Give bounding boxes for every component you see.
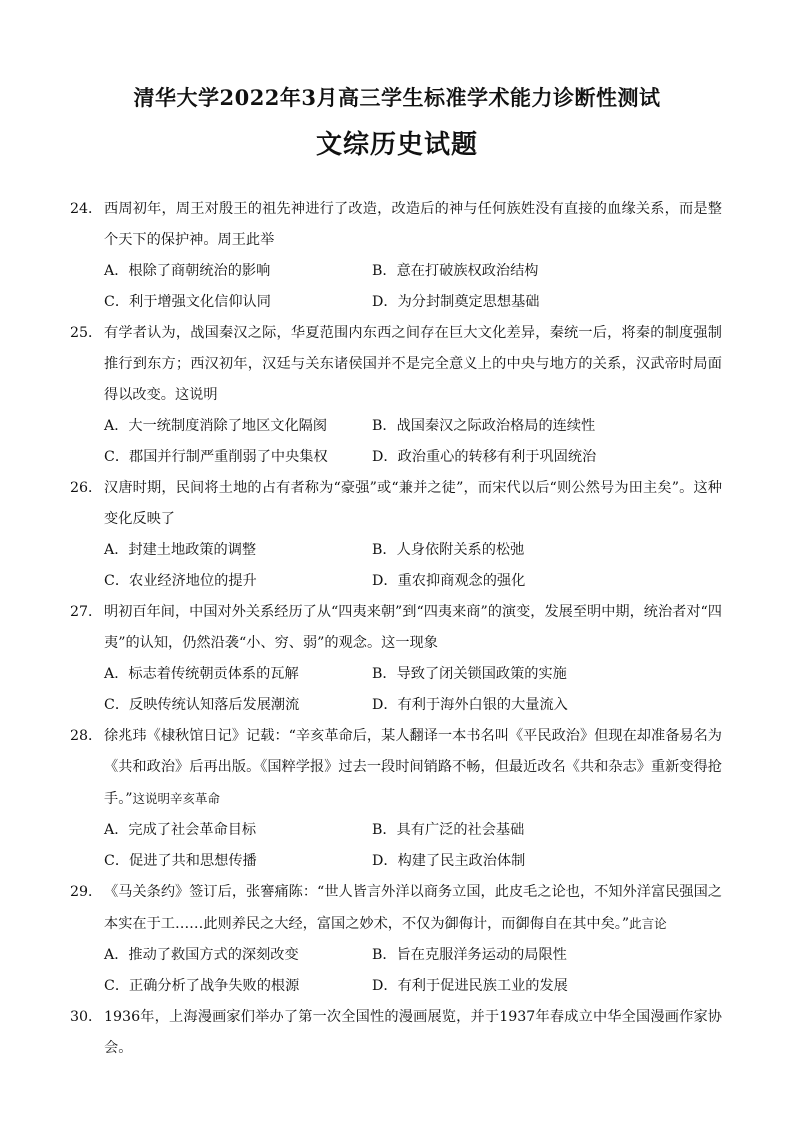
option-grid (70, 256, 722, 318)
option-grid (70, 535, 722, 597)
question-number: 28． (70, 728, 103, 744)
option-b: B．具有广泛的社会基础 (372, 822, 525, 838)
option-c: C．促进了共和思想传播 (104, 853, 257, 869)
question-25 (70, 318, 722, 473)
option-b: B．战国秦汉之际政治格局的连续性 (372, 418, 596, 434)
question-stem (70, 318, 722, 411)
option-grid (70, 940, 722, 1002)
question-27 (70, 597, 722, 721)
option-d: D．有利于促进民族工业的发展 (372, 978, 568, 994)
option-grid (70, 815, 722, 877)
question-prompt: 这说明辛亥革命 (132, 791, 221, 806)
option-a: A．封建土地政策的调整 (104, 542, 257, 558)
question-number: 27． (70, 604, 103, 620)
question-stem (70, 597, 722, 659)
question-text: 徐兆玮《棣秋馆日记》记载：“辛亥革命后，某人翻译一本书名叫《平民政治》但现在却准备易名为《共和政治》后再出版。《国粹学报》过去一段时间销路不畅，但最近改名《共和杂志》重新变得抢手。” (104, 728, 722, 807)
question-24 (70, 194, 722, 318)
option-d: D．构建了民主政治体制 (372, 853, 526, 869)
question-number: 26． (70, 480, 103, 496)
question-number: 24． (70, 201, 103, 217)
option-d: D．有利于海外白银的大量流入 (372, 697, 568, 713)
option-d: D．为分封制奠定思想基础 (372, 294, 540, 310)
question-26 (70, 473, 722, 597)
question-stem (70, 721, 722, 815)
option-grid (70, 411, 722, 473)
question-text: 西周初年，周王对殷王的祖先神进行了改造，改造后的神与任何族姓没有直接的血缘关系，而是整个天下的保护神。周王此举 (104, 201, 722, 248)
option-c: C．正确分析了战争失败的根源 (104, 978, 300, 994)
option-a: A．大一统制度消除了地区文化隔阂 (104, 418, 328, 434)
question-number: 29． (70, 884, 103, 900)
question-text: 1936年，上海漫画家们举办了第一次全国性的漫画展览，并于1937年春成立中华全国漫画作家协会。 (104, 1009, 722, 1056)
option-c: C．利于增强文化信仰认同 (104, 294, 271, 310)
question-stem (70, 877, 722, 940)
exam-subtitle: 文综历史试题 (315, 130, 478, 160)
option-b: B．意在打破族权政治结构 (372, 263, 539, 279)
question-stem (70, 1002, 722, 1064)
option-b: B．导致了闭关锁国政策的实施 (372, 666, 567, 682)
question-text: 有学者认为，战国秦汉之际，华夏范围内东西之间存在巨大文化差异，秦统一后，将秦的制度强制推行到东方；西汉初年，汉廷与关东诸侯国并不是完全意义上的中央与地方的关系，汉武帝时局面得以改变。这说明 (104, 325, 722, 403)
question-list (70, 194, 722, 1064)
question-stem (70, 473, 722, 535)
question-29 (70, 877, 722, 1002)
option-c: C．郡国并行制严重削弱了中央集权 (104, 449, 328, 465)
option-grid (70, 659, 722, 721)
question-stem (70, 194, 722, 256)
option-a: A．完成了社会革命目标 (104, 822, 257, 838)
question-text: 汉唐时期，民间将土地的占有者称为“豪强”或“兼并之徒”，而宋代以后“则公然号为田主矣”。这种变化反映了 (104, 480, 722, 527)
question-number: 25． (70, 325, 103, 341)
option-b: B．旨在克服洋务运动的局限性 (372, 947, 567, 963)
option-c: C．反映传统认知落后发展潮流 (104, 697, 300, 713)
exam-title: 清华大学2022年3月高三学生标准学术能力诊断性测试 (133, 85, 661, 110)
question-28 (70, 721, 722, 877)
option-a: A．根除了商朝统治的影响 (104, 263, 271, 279)
question-prompt: 此言论 (629, 916, 667, 931)
question-text: 《马关条约》签订后，张謇痛陈：“世人皆言外洋以商务立国，此皮毛之论也，不知外洋富民强国之本实在于工……此则养民之大经，富国之妙术，不仅为御侮计，而御侮自在其中矣。” (104, 884, 722, 932)
option-a: A．推动了救国方式的深刻改变 (104, 947, 299, 963)
option-a: A．标志着传统朝贡体系的瓦解 (104, 666, 299, 682)
option-b: B．人身依附关系的松弛 (372, 542, 525, 558)
option-c: C．农业经济地位的提升 (104, 573, 257, 589)
question-30 (70, 1002, 722, 1064)
option-d: D．重农抑商观念的强化 (372, 573, 526, 589)
question-number: 30． (70, 1009, 103, 1025)
question-text: 明初百年间，中国对外关系经历了从“四夷来朝”到“四夷来商”的演变，发展至明中期，统治者对“四夷”的认知，仍然沿袭“小、穷、弱”的观念。这一现象 (104, 604, 722, 651)
option-d: D．政治重心的转移有利于巩固统治 (372, 449, 597, 465)
